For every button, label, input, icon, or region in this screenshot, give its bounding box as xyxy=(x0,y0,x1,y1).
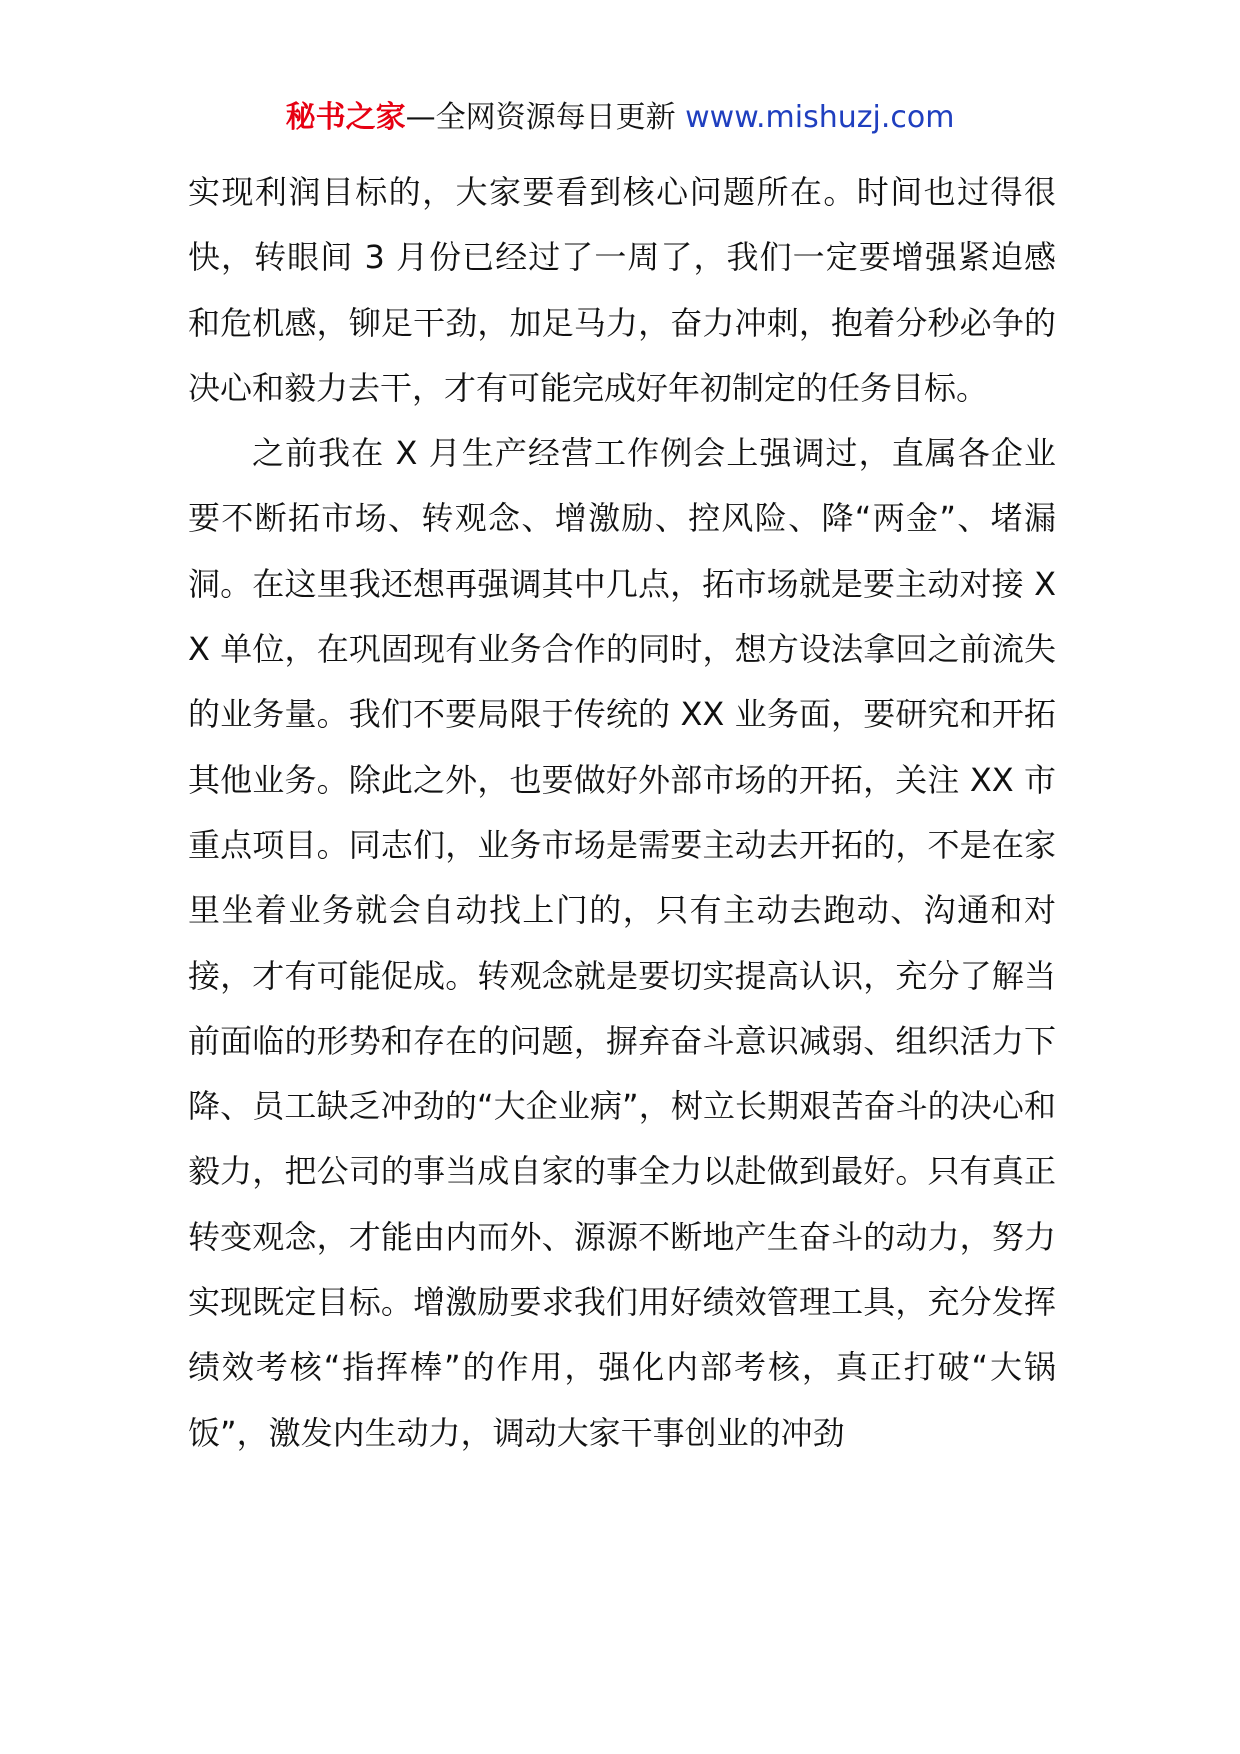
brand-name: 秘书之家 xyxy=(285,100,406,135)
header-tagline: —全网资源每日更新 xyxy=(405,100,686,135)
site-url-link[interactable]: www.mishuzj.com xyxy=(685,100,955,135)
page-header xyxy=(0,98,1240,138)
paragraph: 之前我在 X 月生产经营工作例会上强调过，直属各企业要不断拓市场、转观念、增激励、控风险、降“两金”、堵漏洞。在这里我还想再强调其中几点，拓市场就是要主动对接 XX 单位，在巩固现有业务合作的同时，想方设法拿回之前流失的业务量。我们不要局限于传统的 XX 业务面，要研究和开拓其他业务。除此之外，也要做好外部市场的开拓，关注 XX 市重点项目。同志们，业务市场是需要主动去开拓的，不是在家里坐着业务就会自动找上门的，只有主动去跑动、沟通和对接，才有可能促成。转观念就是要切实提高认识，充分了解当前面临的形势和存在的问题，摒弃奋斗意识减弱、组织活力下降、员工缺乏冲劲的“大企业病”，树立长期艰苦奋斗的决心和毅力，把公司的事当成自家的事全力以赴做到最好。只有真正转变观念，才能由内而外、源源不断地产生奋斗的动力，努力实现既定目标。增激励要求我们用好绩效管理工具，充分发挥绩效考核“指挥棒”的作用，强化内部考核，真正打破“大锅饭”，激发内生动力，调动大家干事创业的冲劲 xyxy=(188,434,1056,1452)
paragraph-continued: 实现利润目标的，大家要看到核心问题所在。时间也过得很快，转眼间 3 月份已经过了一周了，我们一定要增强紧迫感和危机感，铆足干劲，加足马力，奋力冲刺，抱着分秒必争的决心和毅力去干，才有可能完成好年初制定的任务目标。 xyxy=(188,173,1056,407)
document-body xyxy=(188,160,1056,1466)
